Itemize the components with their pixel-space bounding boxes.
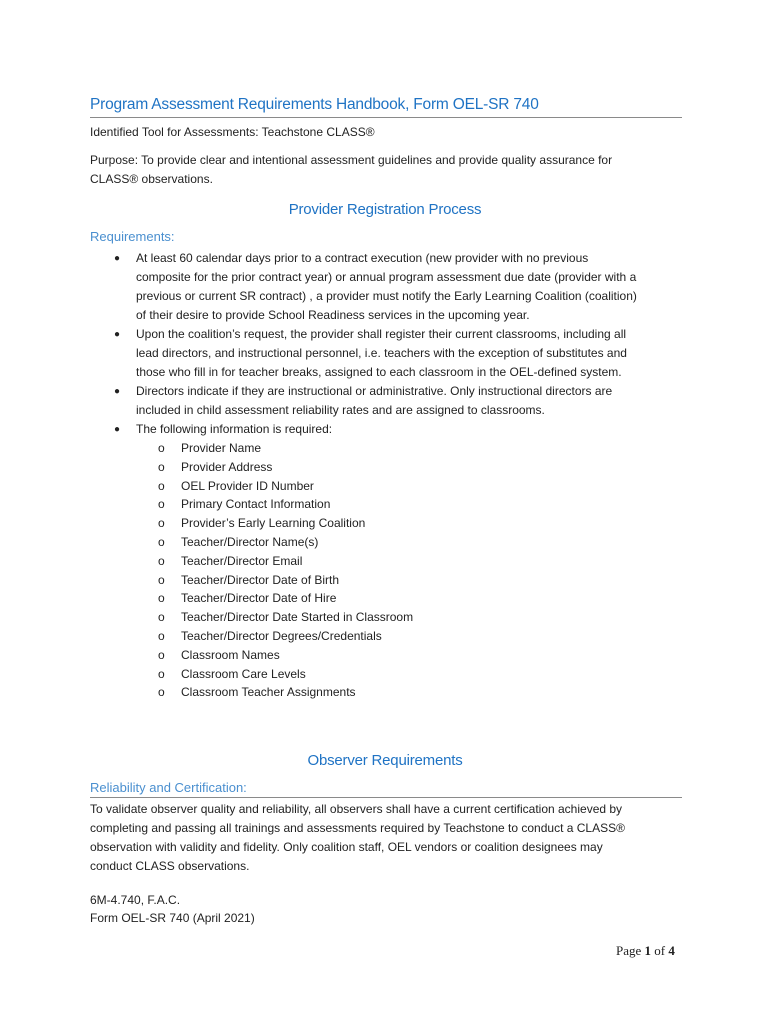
circle-bullet-icon: o bbox=[158, 666, 165, 681]
requirement-bullet bbox=[90, 249, 680, 325]
list-item bbox=[136, 665, 680, 684]
page-current: 1 bbox=[644, 943, 652, 958]
list-item bbox=[136, 683, 680, 702]
circle-bullet-icon: o bbox=[158, 459, 165, 474]
list-item bbox=[136, 495, 680, 514]
list-item bbox=[136, 458, 680, 477]
required-info-list bbox=[136, 439, 680, 702]
paragraph-line: observation with validity and fidelity. Only coalition staff, OEL vendors or coalition designees may bbox=[90, 840, 603, 854]
circle-bullet-icon: o bbox=[158, 647, 165, 662]
provider-registration-heading: Provider Registration Process bbox=[288, 201, 482, 218]
page-word: Page bbox=[616, 943, 642, 958]
list-item-text: Teacher/Director Degrees/Credentials bbox=[181, 628, 382, 643]
circle-bullet-icon: o bbox=[158, 497, 165, 512]
requirements-subheading: Requirements: bbox=[90, 229, 175, 244]
list-item-text: Teacher/Director Date Started in Classroom bbox=[181, 610, 414, 625]
requirement-bullet bbox=[90, 420, 680, 702]
observer-paragraph bbox=[90, 800, 670, 876]
list-item-text: Provider Address bbox=[181, 459, 273, 474]
list-item-text: Teacher/Director Date of Hire bbox=[181, 591, 337, 606]
identified-tool-text: Identified Tool for Assessments: Teachstone CLASS® bbox=[90, 125, 375, 139]
list-item-text: Provider’s Early Learning Coalition bbox=[181, 516, 366, 531]
bullet-line: The following information is required: bbox=[136, 422, 333, 436]
bullet-line: Upon the coalition’s request, the provider shall register their current classrooms, including all bbox=[136, 327, 627, 341]
list-item-text: OEL Provider ID Number bbox=[181, 478, 314, 493]
list-item-text: Teacher/Director Date of Birth bbox=[181, 572, 340, 587]
list-item-text: Classroom Care Levels bbox=[181, 666, 306, 681]
bullet-line: previous or current SR contract) , a provider must notify the Early Learning Coalition (coalition) bbox=[136, 289, 637, 303]
circle-bullet-icon: o bbox=[158, 610, 165, 625]
circle-bullet-icon: o bbox=[158, 516, 165, 531]
list-item bbox=[136, 589, 680, 608]
bullet-dot-icon: ● bbox=[114, 424, 121, 435]
requirement-bullet bbox=[90, 325, 680, 382]
bullet-line: those who fill in for teacher breaks, assigned to each classroom in the OEL-defined system. bbox=[136, 365, 622, 379]
bullet-dot-icon: ● bbox=[114, 386, 121, 397]
page-number bbox=[616, 943, 675, 959]
form-citation: Form OEL-SR 740 (April 2021) bbox=[90, 911, 255, 925]
paragraph-line: conduct CLASS observations. bbox=[90, 859, 250, 873]
requirements-list bbox=[90, 249, 680, 702]
requirement-bullet bbox=[90, 382, 680, 420]
list-item bbox=[136, 439, 680, 458]
paragraph-line: To validate observer quality and reliability, all observers shall have a current certification achieved by bbox=[90, 802, 623, 816]
bullet-line: Directors indicate if they are instructional or administrative. Only instructional directors are bbox=[136, 384, 613, 398]
list-item-text: Teacher/Director Email bbox=[181, 553, 303, 568]
bullet-line: included in child assessment reliability rates and are assigned to classrooms. bbox=[136, 403, 545, 417]
purpose-text-line-2: CLASS® observations. bbox=[90, 172, 213, 186]
list-item bbox=[136, 608, 680, 627]
page-title: Program Assessment Requirements Handbook, Form OEL-SR 740 bbox=[90, 96, 682, 118]
bullet-dot-icon: ● bbox=[114, 253, 121, 264]
circle-bullet-icon: o bbox=[158, 553, 165, 568]
list-item bbox=[136, 646, 680, 665]
purpose-text-line-1: Purpose: To provide clear and intentional assessment guidelines and provide quality assurance for bbox=[90, 153, 613, 167]
circle-bullet-icon: o bbox=[158, 441, 165, 455]
list-item-text: Classroom Names bbox=[181, 647, 280, 662]
of-word: of bbox=[654, 943, 666, 958]
list-item-text: Classroom Teacher Assignments bbox=[181, 685, 356, 700]
bullet-line: of their desire to provide School Readiness services in the upcoming year. bbox=[136, 308, 530, 322]
list-item bbox=[136, 477, 680, 496]
list-item bbox=[136, 552, 680, 571]
list-item bbox=[136, 571, 680, 590]
bullet-line: lead directors, and instructional personnel, i.e. teachers with the exception of substitutes and bbox=[136, 346, 627, 360]
list-item-text: Teacher/Director Name(s) bbox=[181, 534, 319, 549]
list-item-text: Primary Contact Information bbox=[181, 497, 331, 512]
list-item bbox=[136, 533, 680, 552]
circle-bullet-icon: o bbox=[158, 685, 165, 700]
rule-citation: 6M-4.740, F.A.C. bbox=[90, 893, 181, 907]
reliability-certification-subheading: Reliability and Certification: bbox=[90, 780, 682, 798]
list-item bbox=[136, 514, 680, 533]
bullet-line: composite for the prior contract year) or annual program assessment due date (provider with a bbox=[136, 270, 637, 284]
circle-bullet-icon: o bbox=[158, 572, 165, 587]
observer-requirements-heading: Observer Requirements bbox=[307, 752, 463, 769]
paragraph-line: completing and passing all trainings and assessments required by Teachstone to conduct a CLASS® bbox=[90, 821, 625, 835]
circle-bullet-icon: o bbox=[158, 478, 165, 493]
circle-bullet-icon: o bbox=[158, 591, 165, 606]
bullet-dot-icon: ● bbox=[114, 329, 121, 340]
list-item bbox=[136, 627, 680, 646]
list-item-text: Provider Name bbox=[181, 441, 262, 455]
circle-bullet-icon: o bbox=[158, 534, 165, 549]
page-total: 4 bbox=[668, 943, 675, 958]
bullet-line: At least 60 calendar days prior to a contract execution (new provider with no previous bbox=[136, 251, 589, 265]
circle-bullet-icon: o bbox=[158, 628, 165, 643]
